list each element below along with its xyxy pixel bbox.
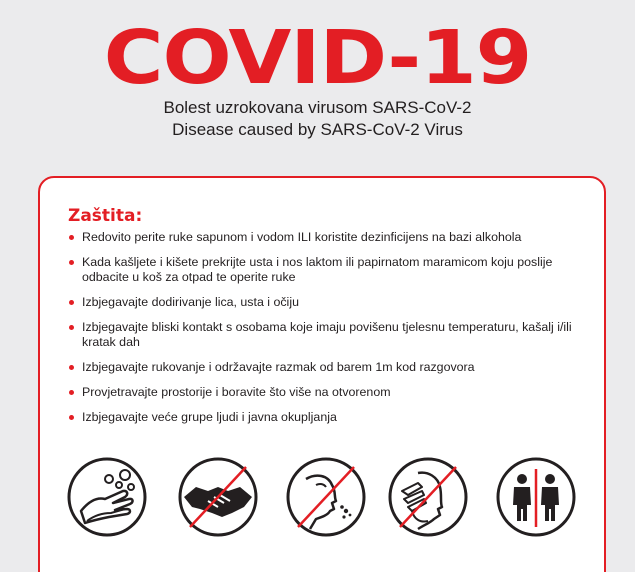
page-title: COVID-19 bbox=[103, 15, 532, 101]
no-face-touching-icon bbox=[388, 457, 468, 537]
bullet-dot bbox=[69, 390, 74, 395]
list-item: Izbjegavajte rukovanje i održavajte razmak od barem 1m kod razgovora bbox=[68, 360, 588, 375]
list-item: Izbjegavajte dodirivanje lica, usta i očiju bbox=[68, 295, 588, 310]
protection-heading: Zaštita: bbox=[68, 206, 143, 226]
list-item: Redovito perite ruke sapunom i vodom ILI koristite dezinficijens na bazi alkohola bbox=[68, 230, 588, 245]
pictogram-row bbox=[0, 457, 635, 547]
keep-distance-icon bbox=[496, 457, 576, 537]
subtitle-local: Bolest uzrokovana virusom SARS-CoV-2 bbox=[163, 98, 472, 117]
protection-list bbox=[68, 230, 588, 435]
bullet-dot bbox=[69, 300, 74, 305]
no-coughing-icon bbox=[286, 457, 366, 537]
bullet-dot bbox=[69, 235, 74, 240]
list-item: Izbjegavajte veće grupe ljudi i javna okupljanja bbox=[68, 410, 588, 425]
bullet-dot bbox=[69, 325, 74, 330]
hand-washing-icon bbox=[67, 457, 147, 537]
bullet-dot bbox=[69, 365, 74, 370]
no-handshake-icon bbox=[178, 457, 258, 537]
bullet-dot bbox=[69, 260, 74, 265]
list-item: Izbjegavajte bliski kontakt s osobama koje imaju povišenu tjelesnu temperaturu, kašalj i/ili kratak dah bbox=[68, 320, 588, 350]
list-item: Provjetravajte prostorije i boravite što više na otvorenom bbox=[68, 385, 588, 400]
list-item: Kada kašljete i kišete prekrijte usta i nos laktom ili papirnatom maramicom koju poslije odbacite u koš za otpad te operite ruke bbox=[68, 255, 588, 285]
subtitle-english: Disease caused by SARS-CoV-2 Virus bbox=[172, 120, 463, 139]
bullet-dot bbox=[69, 415, 74, 420]
